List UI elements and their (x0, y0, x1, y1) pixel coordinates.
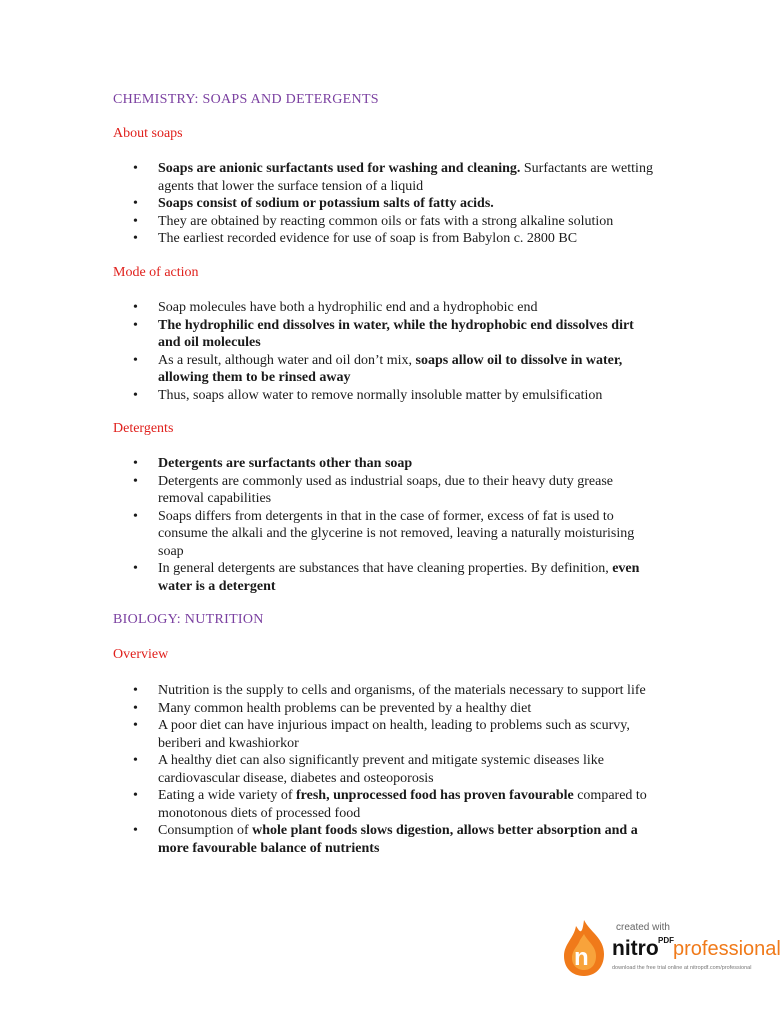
logo-created-with: created with (616, 922, 670, 933)
overview-list (113, 682, 653, 857)
detergents-list (113, 455, 653, 595)
list-item: • Soaps consist of sodium or potassium salts of fatty acids. (113, 195, 653, 213)
list-item: • Nutrition is the supply to cells and organisms, of the materials necessary to support life (113, 682, 653, 700)
nitro-pdf-logo[interactable] (560, 918, 781, 978)
list-item: • Consumption of whole plant foods slows digestion, allows better absorption and a more favourable balance of nutrients (113, 822, 653, 857)
list-item: • Detergents are surfactants other than soap (113, 455, 653, 473)
chemistry-title: CHEMISTRY: SOAPS AND DETERGENTS (113, 92, 379, 107)
about-soaps-heading: About soaps (113, 126, 183, 141)
list-item: • Detergents are commonly used as industrial soaps, due to their heavy duty grease removal capabilities (113, 473, 653, 508)
svg-text:n: n (574, 944, 589, 971)
logo-nitro: nitro (612, 937, 659, 960)
detergents-heading: Detergents (113, 421, 174, 436)
mode-of-action-list (113, 299, 653, 404)
list-item: • Many common health problems can be prevented by a healthy diet (113, 700, 653, 718)
biology-title: BIOLOGY: NUTRITION (113, 612, 264, 627)
list-item: • A poor diet can have injurious impact on health, leading to problems such as scurvy, beriberi and kwashiorkor (113, 717, 653, 752)
list-item: • The hydrophilic end dissolves in water, while the hydrophobic end dissolves dirt and oil molecules (113, 317, 653, 352)
mode-of-action-heading: Mode of action (113, 265, 199, 280)
nitro-flame-icon (560, 918, 608, 978)
list-item: • Soaps differs from detergents in that in the case of former, excess of fat is used to consume the alkali and the glycerine is not removed, leaving a naturally moisturising soap (113, 508, 653, 561)
list-item: • The earliest recorded evidence for use of soap is from Babylon c. 2800 BC (113, 230, 653, 248)
list-item: • Eating a wide variety of fresh, unprocessed food has proven favourable compared to monotonous diets of processed food (113, 787, 653, 822)
list-item: • As a result, although water and oil don’t mix, soaps allow oil to dissolve in water, allowing them to be rinsed away (113, 352, 653, 387)
about-soaps-list (113, 160, 653, 248)
logo-pdf: PDF (658, 936, 674, 945)
list-item: • They are obtained by reacting common oils or fats with a strong alkaline solution (113, 213, 653, 231)
logo-download-link: download the free trial online at nitropdf.com/professional (612, 965, 752, 971)
list-item: • A healthy diet can also significantly prevent and mitigate systemic diseases like cardiovascular disease, diabetes and osteoporosis (113, 752, 653, 787)
logo-professional: professional (673, 938, 781, 960)
list-item: • Soaps are anionic surfactants used for washing and cleaning. Surfactants are wetting agents that lower the surface tension of a liquid (113, 160, 653, 195)
list-item: • In general detergents are substances that have cleaning properties. By definition, even water is a detergent (113, 560, 653, 595)
overview-heading: Overview (113, 647, 169, 662)
list-item: • Soap molecules have both a hydrophilic end and a hydrophobic end (113, 299, 653, 317)
list-item: • Thus, soaps allow water to remove normally insoluble matter by emulsification (113, 387, 653, 405)
